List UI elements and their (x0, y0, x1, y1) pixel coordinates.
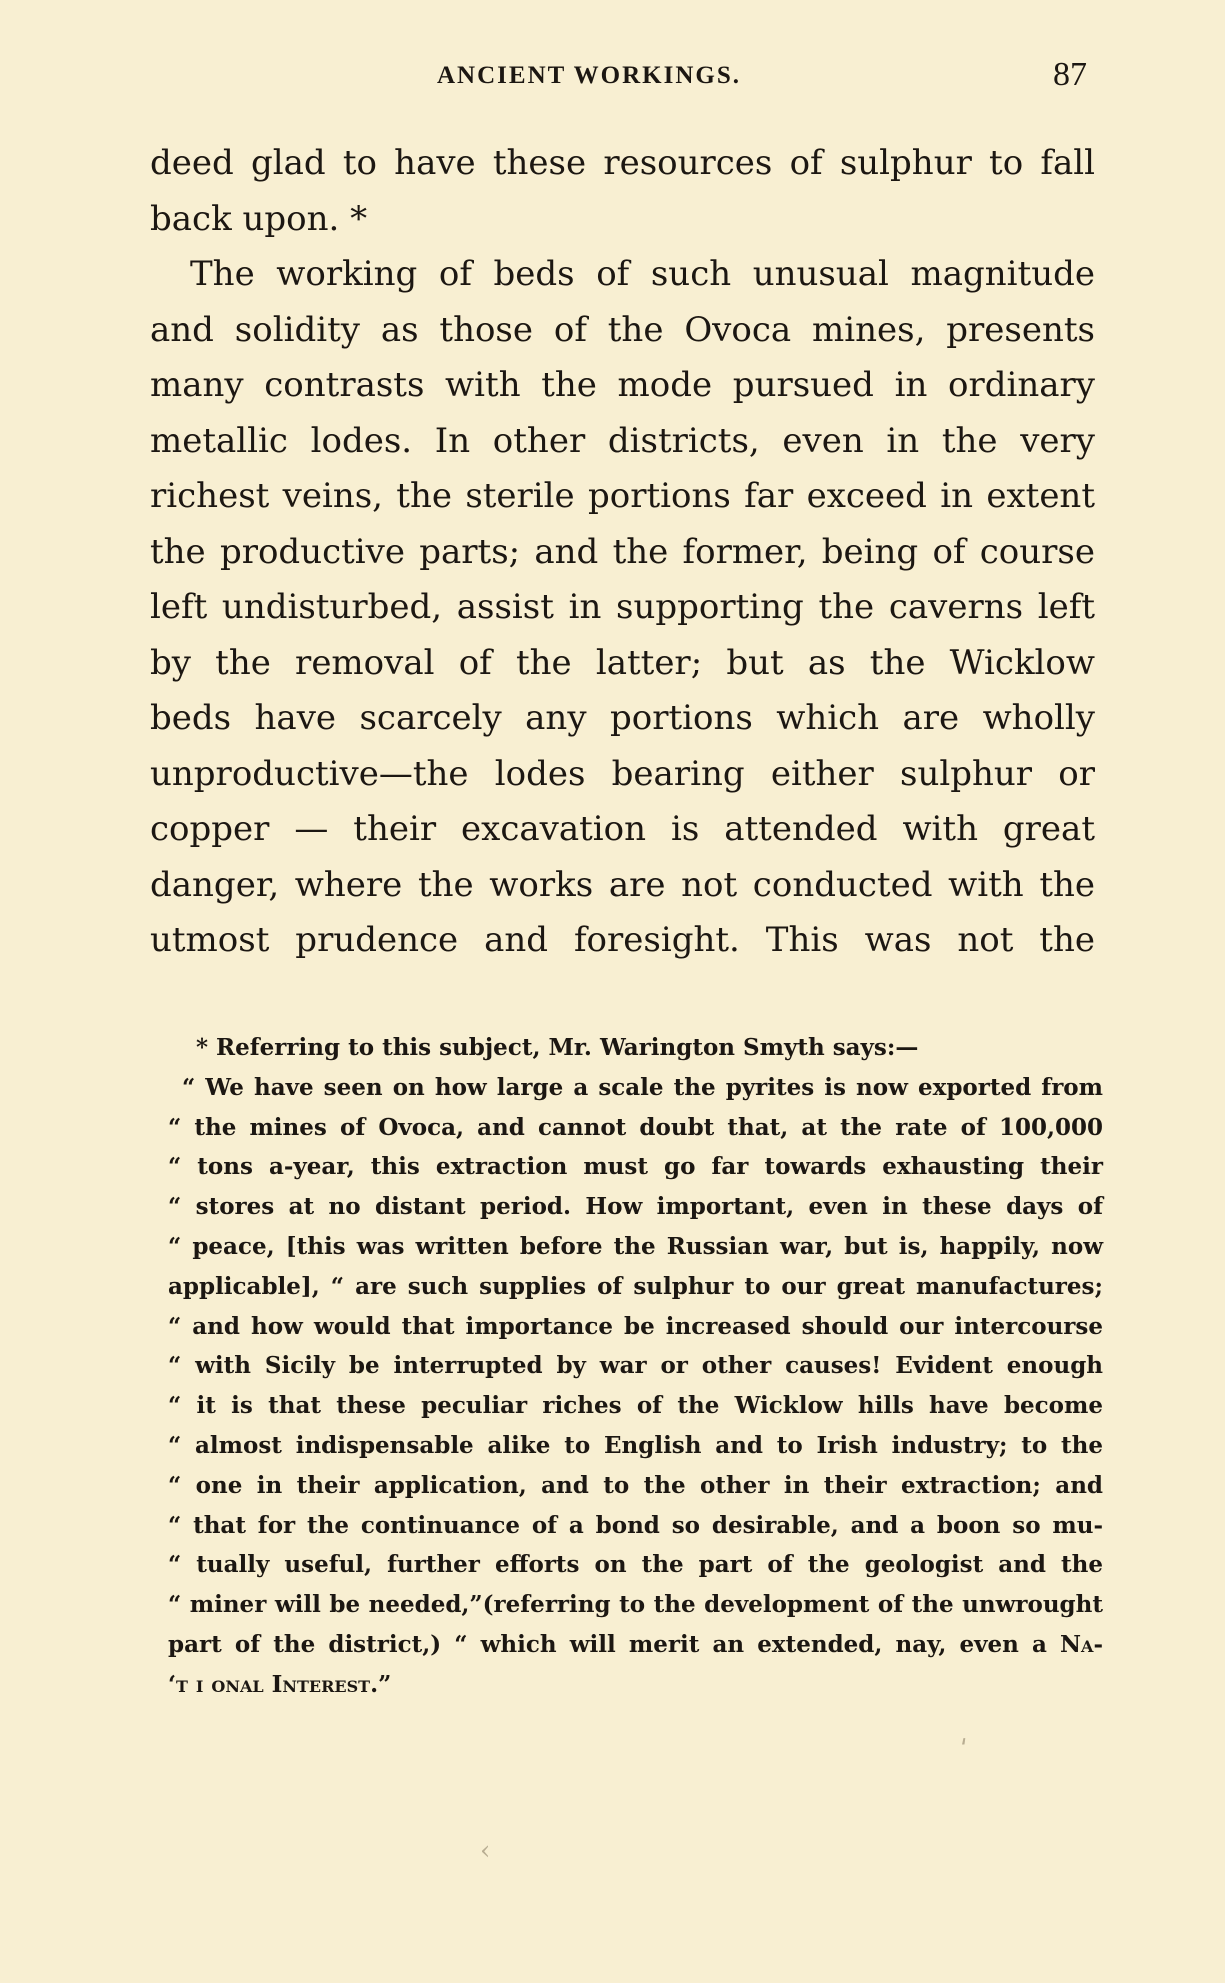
body-line: richest veins, the sterile portions far exceed in extent (150, 476, 1095, 516)
body-line: danger, where the works are not conducted with the (150, 864, 1095, 905)
paper-speck: ‹ (480, 1836, 491, 1866)
body-line: the productive parts; and the former, being of course (150, 531, 1095, 572)
footnote-line: applicable], “ are such supplies of sulphur to our great manufactures; (168, 1272, 1103, 1300)
body-line: many contrasts with the mode pursued in ordinary (150, 365, 1095, 405)
footnote-line: * Referring to this subject, Mr. Warington Smyth says:— (196, 1034, 919, 1061)
body-line: by the removal of the latter; but as the Wicklow (150, 642, 1095, 683)
footnote-line: “ stores at no distant period. How important, even in these days of (168, 1193, 1103, 1221)
footnote-line: “ We have seen on how large a scale the pyrites is now exported from (182, 1073, 1103, 1101)
body-line: left undisturbed, assist in supporting the caverns left (150, 587, 1095, 627)
footnote-line: “ almost indispensable alike to English and to Irish industry; to the (168, 1431, 1103, 1459)
footnote-line: “ with Sicily be interrupted by war or other causes! Evident enough (168, 1352, 1103, 1380)
page-number: 87 (1053, 56, 1087, 93)
footnote-line: “ that for the continuance of a bond so desirable, and a boon so mu- (168, 1511, 1103, 1539)
body-line: back upon. * (150, 198, 368, 239)
footnote-line: “ tually useful, further efforts on the part of the geologist and the (168, 1551, 1103, 1579)
paper-speck: ͵ (960, 1716, 968, 1746)
footnote-line: “ miner will be needed,”(referring to the development of the unwrought (168, 1591, 1103, 1619)
body-line: beds have scarcely any portions which are wholly (150, 698, 1095, 738)
footnote-line: “ one in their application, and to the other in their extraction; and (168, 1471, 1103, 1499)
body-line: unproductive—the lodes bearing either sulphur or (150, 753, 1095, 794)
footnote-line: “ and how would that importance be increased should our intercourse (168, 1312, 1103, 1340)
body-line: metallic lodes. In other districts, even in the very (150, 420, 1095, 461)
footnote-line: ‘t i onal Interest.” (168, 1670, 392, 1698)
running-head: ANCIENT WORKINGS. (437, 62, 741, 89)
footnote-line: “ peace, [this was written before the Russian war, but is, happily, now (168, 1232, 1103, 1260)
footnote-line: “ the mines of Ovoca, and cannot doubt that, at the rate of 100,000 (168, 1113, 1103, 1141)
body-line: The working of beds of such unusual magnitude (190, 254, 1095, 294)
body-text (150, 136, 1095, 969)
footnote-line (168, 1625, 1103, 1665)
body-line: and solidity as those of the Ovoca mines, presents (150, 309, 1095, 350)
footnote-line: “ tons a-year, this extraction must go far towards exhausting their (168, 1153, 1103, 1181)
footnote-line-text: part of the district,) “ which will merit an extended, nay, even a (168, 1630, 1047, 1658)
footnote-line: “ it is that these peculiar riches of the Wicklow hills have become (168, 1392, 1103, 1420)
body-line: deed glad to have these resources of sulphur to fall (150, 143, 1095, 183)
footnote-smallcaps: Na- (1060, 1630, 1103, 1658)
page-header (150, 56, 1095, 96)
footnote (168, 1028, 1103, 1705)
body-line: copper — their excavation is attended with great (150, 809, 1095, 849)
body-line: utmost prudence and foresight. This was not the (150, 920, 1095, 960)
